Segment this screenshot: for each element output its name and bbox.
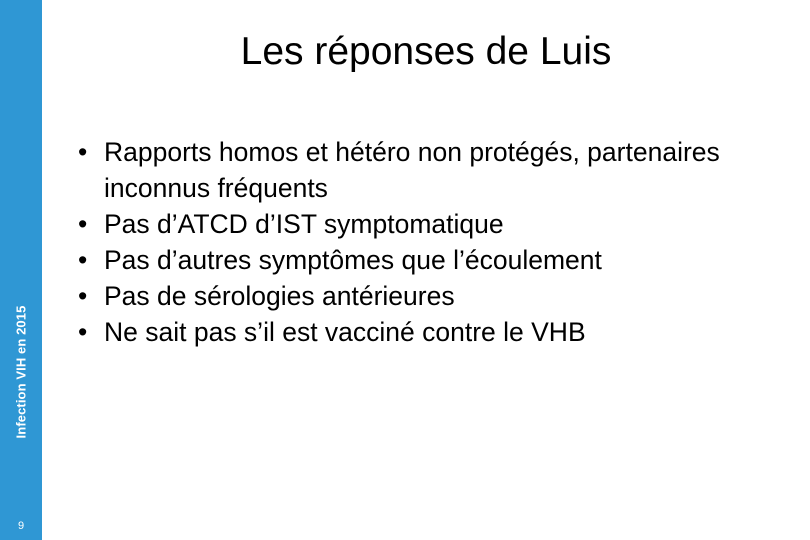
bullet-icon: • [78,137,88,167]
bullet-text: Ne sait pas s’il est vacciné contre le VHB [104,317,586,347]
bullet-icon: • [78,245,88,275]
bullet-item [78,206,778,242]
bullet-item [78,314,778,350]
slide-number: 9 [17,520,25,532]
bullet-text: Pas de sérologies antérieures [104,281,455,311]
bullet-icon: • [78,209,88,239]
sidebar-band [0,0,42,540]
bullet-list [78,134,778,350]
bullet-item [78,278,778,314]
slide-title: Les réponses de Luis [240,30,612,73]
bullet-text: Pas d’ATCD d’IST symptomatique [104,209,504,239]
bullet-item [78,134,778,206]
bullet-text: Pas d’autres symptômes que l’écoulement [104,245,602,275]
bullet-icon: • [78,281,88,311]
bullet-icon: • [78,317,88,347]
bullet-text: Rapports homos et hétéro non protégés, partenaires inconnus fréquents [104,137,720,203]
sidebar-caption: Infection VIH en 2015 [13,305,29,439]
bullet-item [78,242,778,278]
